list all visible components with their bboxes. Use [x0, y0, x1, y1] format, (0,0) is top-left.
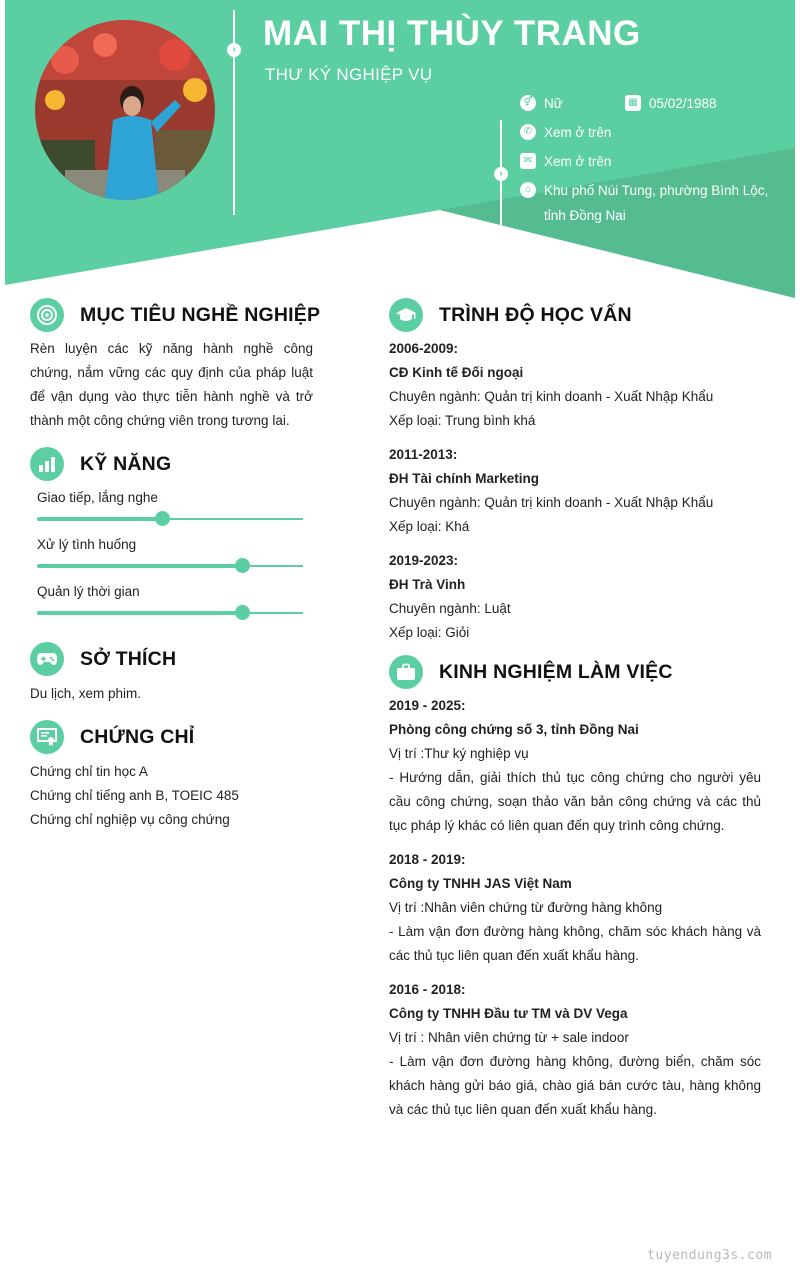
certificate-icon — [30, 720, 64, 754]
skill-bar — [37, 518, 303, 520]
education-entry: 2006-2009: CĐ Kinh tế Đối ngoại Chuyên ngành: Quản trị kinh doanh - Xuất Nhập Khẩu Xếp loại: Trung bình khá — [389, 341, 714, 428]
envelope-icon: ✉ — [520, 153, 536, 169]
gamepad-icon — [30, 642, 64, 676]
gender-icon: ⚥ — [520, 95, 536, 111]
skill-knob — [235, 558, 250, 573]
experience-heading: KINH NGHIỆM LÀM VIỆC — [389, 655, 673, 689]
objective-text: Rèn luyện các kỹ năng hành nghề công chứng, nắm vững các quy định của pháp luật để vận dụng vào thực tiễn hành nghề và trở thành một công chứng viên trong tương lai. — [30, 341, 313, 428]
phone-icon: ✆ — [520, 124, 536, 140]
skill-fill — [37, 564, 242, 568]
hobbies-heading: SỞ THÍCH — [30, 642, 176, 676]
chevron-right-icon: › — [227, 43, 241, 57]
education-entry: 2011-2013: ĐH Tài chính Marketing Chuyên ngành: Quản trị kinh doanh - Xuất Nhập Khẩu Xếp loại: Khá — [389, 447, 714, 534]
home-icon: ⌂ — [520, 182, 536, 198]
objective-heading: MỤC TIÊU NGHỀ NGHIỆP — [30, 298, 320, 332]
chevron-right-icon: › — [494, 167, 508, 181]
briefcase-icon — [389, 655, 423, 689]
list-item: Chứng chỉ nghiệp vụ công chứng — [30, 812, 230, 827]
skill-label: Giao tiếp, lắng nghe — [37, 490, 158, 505]
contact-email: ✉ Xem ở trên — [520, 149, 611, 174]
skill-bar — [37, 612, 303, 614]
skill-fill — [37, 611, 242, 615]
graduation-cap-icon — [389, 298, 423, 332]
education-entry: 2019-2023: ĐH Trà Vinh Chuyên ngành: Luật Xếp loại: Giỏi — [389, 553, 511, 640]
skills-heading: KỸ NĂNG — [30, 447, 171, 481]
watermark: tuyendung3s.com — [647, 1248, 772, 1263]
certificates-heading: CHỨNG CHỈ — [30, 720, 194, 754]
experience-entry: 2018 - 2019: Công ty TNHH JAS Việt Nam Vị trí :Nhân viên chứng từ đường hàng không - Làm vận đơn đường hàng không, chăm sóc khách hàng và các thủ tục liên quan đến xuất khẩu hàng. — [389, 852, 761, 963]
header-divider-line — [233, 10, 235, 215]
skill-knob — [155, 511, 170, 526]
list-item: Chứng chỉ tin học A — [30, 764, 148, 779]
education-heading: TRÌNH ĐỘ HỌC VẤN — [389, 298, 632, 332]
hobbies-text: Du lịch, xem phim. — [30, 686, 142, 701]
skill-label: Quản lý thời gian — [37, 584, 140, 599]
bar-chart-icon — [30, 447, 64, 481]
skill-fill — [37, 517, 162, 521]
skill-label: Xử lý tình huống — [37, 537, 137, 552]
candidate-name: MAI THỊ THÙY TRANG — [263, 14, 641, 53]
contact-gender: ⚥ Nữ — [520, 91, 563, 116]
calendar-icon: ▦ — [625, 95, 641, 111]
experience-entry: 2016 - 2018: Công ty TNHH Đầu tư TM và DV Vega Vị trí : Nhân viên chứng từ + sale indoor - Làm vận đơn đường hàng không, đường biển, chăm sóc khách hàng gửi báo giá, chào giá bán cước tàu, hàng không và các thủ tục liên quan đến xuất khẩu hàng. — [389, 982, 761, 1117]
profile-photo — [35, 20, 215, 200]
experience-entry: 2019 - 2025: Phòng công chứng số 3, tỉnh Đồng Nai Vị trí :Thư ký nghiệp vụ - Hướng dẫn, giải thích thủ tục công chứng cho người yêu cầu công chứng, soạn thảo văn bản công chứng và các thủ tục pháp lý khác có liên quan đến quy trình công chứng. — [389, 698, 761, 833]
list-item: Chứng chỉ tiếng anh B, TOEIC 485 — [30, 788, 239, 803]
contact-birthday: ▦ 05/02/1988 — [625, 91, 717, 116]
candidate-title: THƯ KÝ NGHIỆP VỤ — [265, 65, 433, 84]
skill-bar — [37, 565, 303, 567]
contact-address: ⌂ Khu phố Núi Tung, phường Bình Lộc, tỉnh Đồng Nai — [520, 178, 768, 228]
skill-knob — [235, 605, 250, 620]
certificates-list — [30, 760, 239, 832]
contact-phone: ✆ Xem ở trên — [520, 120, 611, 145]
target-icon — [30, 298, 64, 332]
